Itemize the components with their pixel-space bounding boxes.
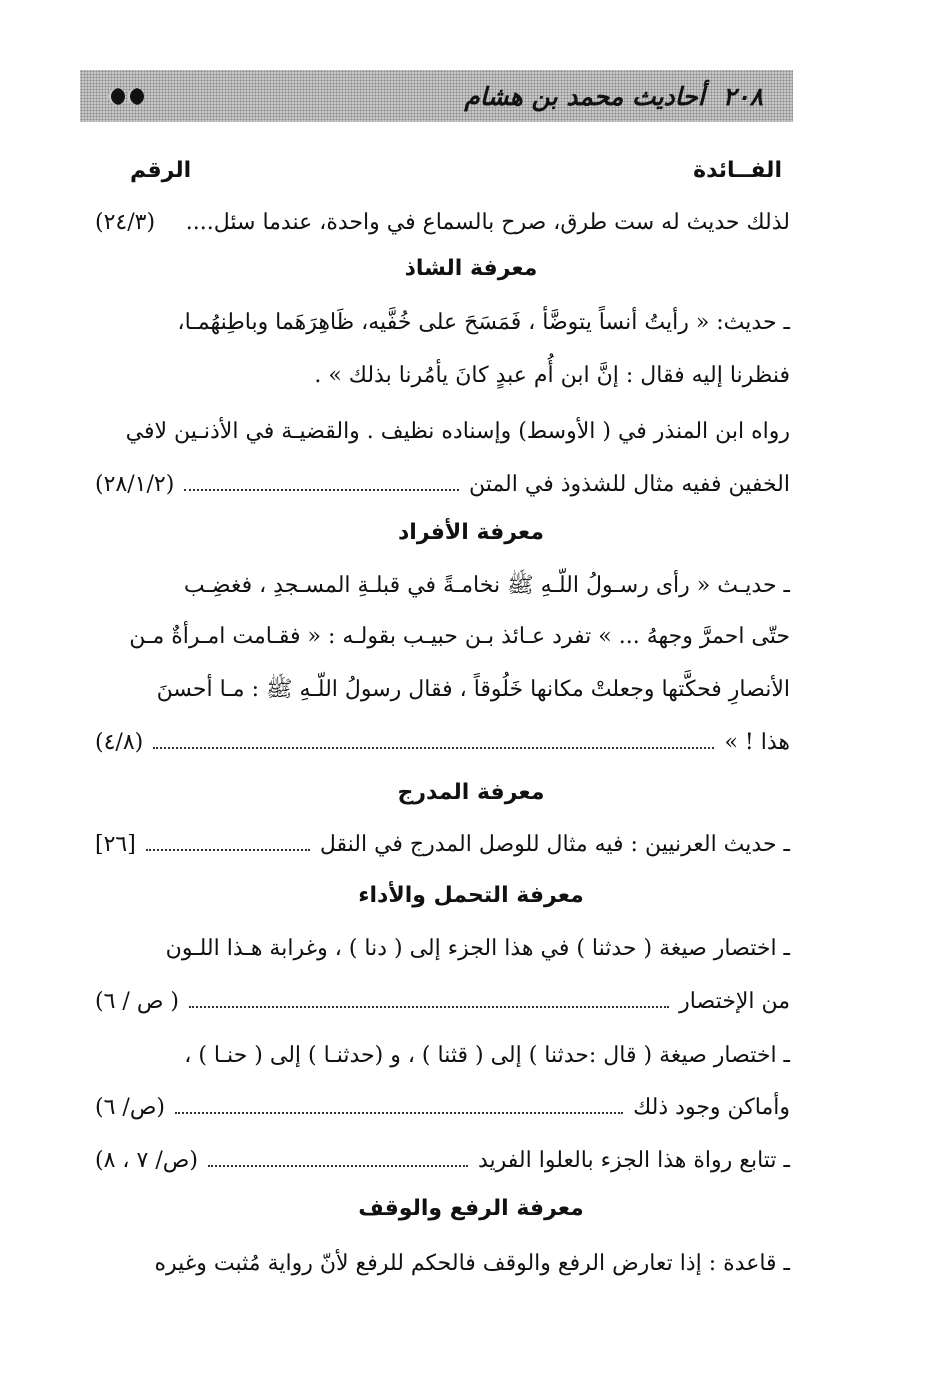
text-line: هذا ! » (٤/٨) bbox=[95, 723, 790, 763]
dot-leader bbox=[175, 1090, 623, 1114]
text-line: ـ حديث: « رأيتُ أنساً يتوضَّأ ، فَمَسَحَ على خُفَّيه، ظَاهِرَهَما وباطِنهُمـا، bbox=[177, 310, 790, 335]
running-header-title bbox=[464, 82, 763, 111]
text-line: ـ حديـث « رأى رسـولُ اللّـهِ ﷺ نخامـةً في قبلـةِ المسـجدِ ، فغضِـب bbox=[183, 573, 790, 598]
dot-leader bbox=[189, 984, 669, 1008]
reference-number: (ص/ ٧ ، ٨) bbox=[95, 1148, 198, 1173]
text-line: فنظرنا إليه فقال : إنَّ ابن أُم عبدٍ كانَ يأمُرنا بذلك » . bbox=[314, 363, 790, 388]
section-heading: معرفة الرفع والوقف bbox=[358, 1196, 584, 1221]
text-line: حتّى احمرَّ وجههُ ... » تفرد عـائذ بـن حبيـب بقولـه : « فقـامت امـرأةٌ مـن bbox=[129, 624, 790, 649]
text-line: لذلك حديث له ست طرق، صرح بالسماع في واحدة، عندما سئل.... (٢٤/٣) bbox=[95, 203, 790, 243]
text-line: وأماكن وجود ذلك (ص/ ٦) bbox=[95, 1088, 790, 1128]
dot-leader bbox=[208, 1143, 468, 1167]
column-header-benefit: الفــائدة bbox=[693, 158, 782, 183]
reference-number: (ص/ ٦) bbox=[95, 1095, 166, 1120]
reference-number: ( ص / ٦) bbox=[95, 989, 179, 1014]
double-crescent-ornament-icon bbox=[108, 88, 144, 105]
dot-leader bbox=[153, 725, 714, 749]
dot-leader bbox=[146, 827, 310, 851]
section-heading: معرفة المدرج bbox=[397, 780, 545, 805]
section-heading: معرفة التحمل والأداء bbox=[358, 883, 584, 908]
column-header-number: الرقم bbox=[130, 158, 192, 183]
section-heading: معرفة الأفراد bbox=[398, 520, 544, 545]
text-line: ـ اختصار صيغة ( قال :حدثنا ) إلى ( قثنا ) ، و (حدثنـا ) إلى ( حنـا ) ، bbox=[184, 1043, 790, 1068]
section-heading: معرفة الشاذ bbox=[404, 256, 538, 281]
page-number: ٢٠٨ bbox=[722, 81, 763, 111]
text-line: ـ تتابع رواة هذا الجزء بالعلوا الفريد (ص/ ٧ ، ٨) bbox=[95, 1141, 790, 1181]
dot-leader bbox=[184, 467, 459, 491]
text-line: ـ قاعدة : إذا تعارض الرفع والوقف فالحكم للرفع لأنّ رواية مُثبت وغيره bbox=[154, 1251, 790, 1276]
reference-number: (٢٨/١/٢) bbox=[95, 472, 175, 497]
running-header bbox=[80, 70, 793, 122]
text-line: الأنصارِ فحكَّتها وجعلتْ مكانها خَلُوقاً ، فقال رسولُ اللّـهِ ﷺ : مـا أحسنَ bbox=[156, 677, 790, 702]
book-title: أحاديث محمد بن هشام bbox=[464, 81, 705, 111]
text-line: رواه ابن المنذر في ( الأوسط) وإسناده نظيف . والقضيـة في الأذنـين لافي bbox=[125, 419, 790, 444]
text-line: الخفين ففيه مثال للشذوذ في المتن (٢٨/١/٢) bbox=[95, 465, 790, 505]
text-line: ـ حديث العرنيين : فيه مثال للوصل المدرج في النقل [٢٦] bbox=[95, 825, 790, 865]
reference-number: (٤/٨) bbox=[95, 730, 144, 755]
text-line: من الإختصار ( ص / ٦) bbox=[95, 982, 790, 1022]
text-line: ـ اختصار صيغة ( حدثنا ) في هذا الجزء إلى ( دنا ) ، وغرابة هـذا اللـون bbox=[165, 936, 790, 961]
reference-number: (٢٤/٣) bbox=[95, 210, 156, 235]
reference-number: [٢٦] bbox=[95, 832, 136, 857]
